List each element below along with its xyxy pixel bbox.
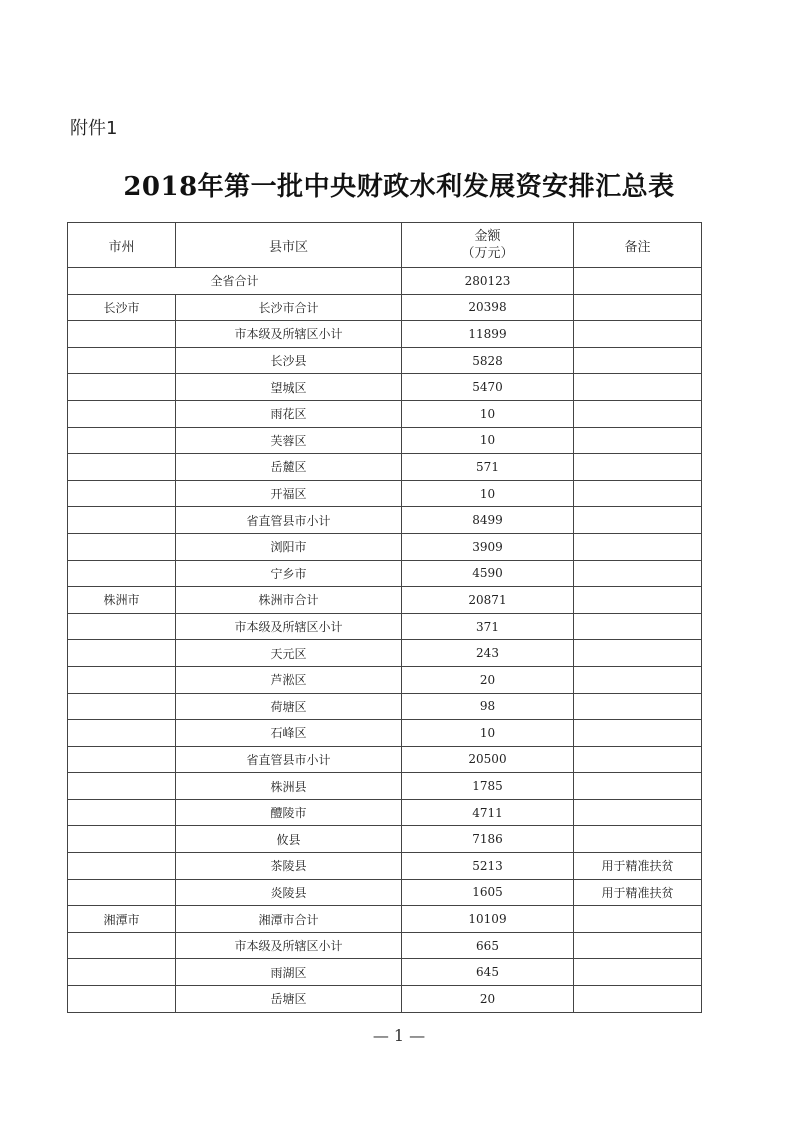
cell-county: 炎陵县 bbox=[176, 879, 402, 906]
cell-county: 宁乡市 bbox=[176, 560, 402, 587]
cell-note bbox=[574, 480, 702, 507]
total-label: 全省合计 bbox=[68, 268, 402, 295]
cell-note bbox=[574, 746, 702, 773]
table-row bbox=[68, 959, 702, 986]
table-row bbox=[68, 613, 702, 640]
cell-county: 市本级及所辖区小计 bbox=[176, 613, 402, 640]
cell-city bbox=[68, 746, 176, 773]
cell-city bbox=[68, 613, 176, 640]
cell-note bbox=[574, 321, 702, 348]
cell-amount: 10 bbox=[402, 400, 574, 427]
cell-note bbox=[574, 720, 702, 747]
cell-city bbox=[68, 560, 176, 587]
table-row bbox=[68, 853, 702, 880]
cell-city bbox=[68, 640, 176, 667]
cell-note bbox=[574, 427, 702, 454]
header-amount bbox=[402, 223, 574, 268]
table-row bbox=[68, 533, 702, 560]
cell-city bbox=[68, 533, 176, 560]
cell-county: 石峰区 bbox=[176, 720, 402, 747]
cell-amount: 1605 bbox=[402, 879, 574, 906]
cell-note bbox=[574, 347, 702, 374]
cell-amount: 20 bbox=[402, 666, 574, 693]
cell-county: 湘潭市合计 bbox=[176, 906, 402, 933]
table-row bbox=[68, 347, 702, 374]
cell-note bbox=[574, 400, 702, 427]
table-row bbox=[68, 720, 702, 747]
cell-city: 湘潭市 bbox=[68, 906, 176, 933]
total-amount: 280123 bbox=[402, 268, 574, 295]
cell-city bbox=[68, 986, 176, 1013]
cell-county: 株洲市合计 bbox=[176, 587, 402, 614]
cell-county: 浏阳市 bbox=[176, 533, 402, 560]
table-row bbox=[68, 454, 702, 481]
table-row bbox=[68, 879, 702, 906]
header-county: 县市区 bbox=[176, 223, 402, 268]
table-row bbox=[68, 826, 702, 853]
cell-county: 荷塘区 bbox=[176, 693, 402, 720]
cell-county: 茶陵县 bbox=[176, 853, 402, 880]
table-row bbox=[68, 374, 702, 401]
cell-amount: 10 bbox=[402, 720, 574, 747]
total-row bbox=[68, 268, 702, 295]
cell-county: 雨花区 bbox=[176, 400, 402, 427]
cell-note bbox=[574, 932, 702, 959]
cell-note bbox=[574, 613, 702, 640]
cell-amount: 665 bbox=[402, 932, 574, 959]
cell-city bbox=[68, 347, 176, 374]
page-title: 2018年第一批中央财政水利发展资安排汇总表 bbox=[123, 172, 675, 202]
table-row bbox=[68, 560, 702, 587]
table-row bbox=[68, 799, 702, 826]
cell-note bbox=[574, 454, 702, 481]
cell-amount: 10109 bbox=[402, 906, 574, 933]
cell-city bbox=[68, 374, 176, 401]
cell-city: 长沙市 bbox=[68, 294, 176, 321]
cell-amount: 20398 bbox=[402, 294, 574, 321]
header-note: 备注 bbox=[574, 223, 702, 268]
cell-note bbox=[574, 799, 702, 826]
table-row bbox=[68, 746, 702, 773]
cell-amount: 8499 bbox=[402, 507, 574, 534]
cell-city bbox=[68, 666, 176, 693]
header-amount-line2: （万元） bbox=[461, 246, 514, 261]
header-amount-line1: 金额 bbox=[474, 229, 501, 244]
cell-amount: 4711 bbox=[402, 799, 574, 826]
cell-note bbox=[574, 640, 702, 667]
cell-note bbox=[574, 666, 702, 693]
cell-county: 天元区 bbox=[176, 640, 402, 667]
table-row bbox=[68, 294, 702, 321]
cell-amount: 3909 bbox=[402, 533, 574, 560]
cell-amount: 20871 bbox=[402, 587, 574, 614]
table-row bbox=[68, 587, 702, 614]
cell-amount: 20500 bbox=[402, 746, 574, 773]
cell-city bbox=[68, 480, 176, 507]
table-row bbox=[68, 427, 702, 454]
cell-city bbox=[68, 427, 176, 454]
cell-amount: 10 bbox=[402, 427, 574, 454]
cell-amount: 5828 bbox=[402, 347, 574, 374]
cell-note bbox=[574, 906, 702, 933]
cell-amount: 7186 bbox=[402, 826, 574, 853]
attachment-label: 附件1 bbox=[70, 118, 118, 139]
cell-county: 市本级及所辖区小计 bbox=[176, 321, 402, 348]
cell-county: 芦淞区 bbox=[176, 666, 402, 693]
cell-city bbox=[68, 400, 176, 427]
cell-note bbox=[574, 826, 702, 853]
table-row bbox=[68, 693, 702, 720]
table-row bbox=[68, 321, 702, 348]
table-row bbox=[68, 480, 702, 507]
table-row bbox=[68, 666, 702, 693]
cell-city bbox=[68, 693, 176, 720]
header-city: 市州 bbox=[68, 223, 176, 268]
cell-amount: 98 bbox=[402, 693, 574, 720]
page-number: — 1 — bbox=[372, 1026, 426, 1045]
cell-amount: 645 bbox=[402, 959, 574, 986]
cell-note bbox=[574, 374, 702, 401]
cell-amount: 5213 bbox=[402, 853, 574, 880]
cell-city bbox=[68, 799, 176, 826]
cell-amount: 20 bbox=[402, 986, 574, 1013]
cell-city bbox=[68, 853, 176, 880]
cell-note bbox=[574, 959, 702, 986]
cell-city bbox=[68, 879, 176, 906]
cell-county: 省直管县市小计 bbox=[176, 746, 402, 773]
cell-note bbox=[574, 507, 702, 534]
cell-city bbox=[68, 773, 176, 800]
cell-amount: 243 bbox=[402, 640, 574, 667]
table-row bbox=[68, 986, 702, 1013]
cell-note: 用于精准扶贫 bbox=[574, 853, 702, 880]
cell-county: 长沙市合计 bbox=[176, 294, 402, 321]
cell-note bbox=[574, 693, 702, 720]
table-row bbox=[68, 773, 702, 800]
cell-amount: 5470 bbox=[402, 374, 574, 401]
cell-county: 开福区 bbox=[176, 480, 402, 507]
cell-note bbox=[574, 587, 702, 614]
cell-city bbox=[68, 454, 176, 481]
cell-note bbox=[574, 986, 702, 1013]
funding-summary-table bbox=[67, 222, 702, 1013]
total-note bbox=[574, 268, 702, 295]
table-row bbox=[68, 906, 702, 933]
cell-county: 醴陵市 bbox=[176, 799, 402, 826]
cell-city bbox=[68, 507, 176, 534]
cell-county: 岳麓区 bbox=[176, 454, 402, 481]
cell-county: 省直管县市小计 bbox=[176, 507, 402, 534]
table-row bbox=[68, 400, 702, 427]
cell-note bbox=[574, 533, 702, 560]
cell-city bbox=[68, 959, 176, 986]
cell-city bbox=[68, 321, 176, 348]
table-row bbox=[68, 640, 702, 667]
table-row bbox=[68, 932, 702, 959]
cell-county: 市本级及所辖区小计 bbox=[176, 932, 402, 959]
cell-county: 芙蓉区 bbox=[176, 427, 402, 454]
cell-county: 望城区 bbox=[176, 374, 402, 401]
cell-city bbox=[68, 720, 176, 747]
cell-county: 雨湖区 bbox=[176, 959, 402, 986]
cell-amount: 11899 bbox=[402, 321, 574, 348]
cell-amount: 371 bbox=[402, 613, 574, 640]
cell-amount: 4590 bbox=[402, 560, 574, 587]
table-header-row bbox=[68, 223, 702, 268]
cell-amount: 1785 bbox=[402, 773, 574, 800]
cell-amount: 10 bbox=[402, 480, 574, 507]
cell-note bbox=[574, 560, 702, 587]
cell-amount: 571 bbox=[402, 454, 574, 481]
table-row bbox=[68, 507, 702, 534]
cell-county: 岳塘区 bbox=[176, 986, 402, 1013]
cell-city bbox=[68, 826, 176, 853]
cell-county: 长沙县 bbox=[176, 347, 402, 374]
cell-county: 株洲县 bbox=[176, 773, 402, 800]
cell-city bbox=[68, 932, 176, 959]
cell-county: 攸县 bbox=[176, 826, 402, 853]
cell-city: 株洲市 bbox=[68, 587, 176, 614]
cell-note bbox=[574, 773, 702, 800]
cell-note bbox=[574, 294, 702, 321]
cell-note: 用于精准扶贫 bbox=[574, 879, 702, 906]
